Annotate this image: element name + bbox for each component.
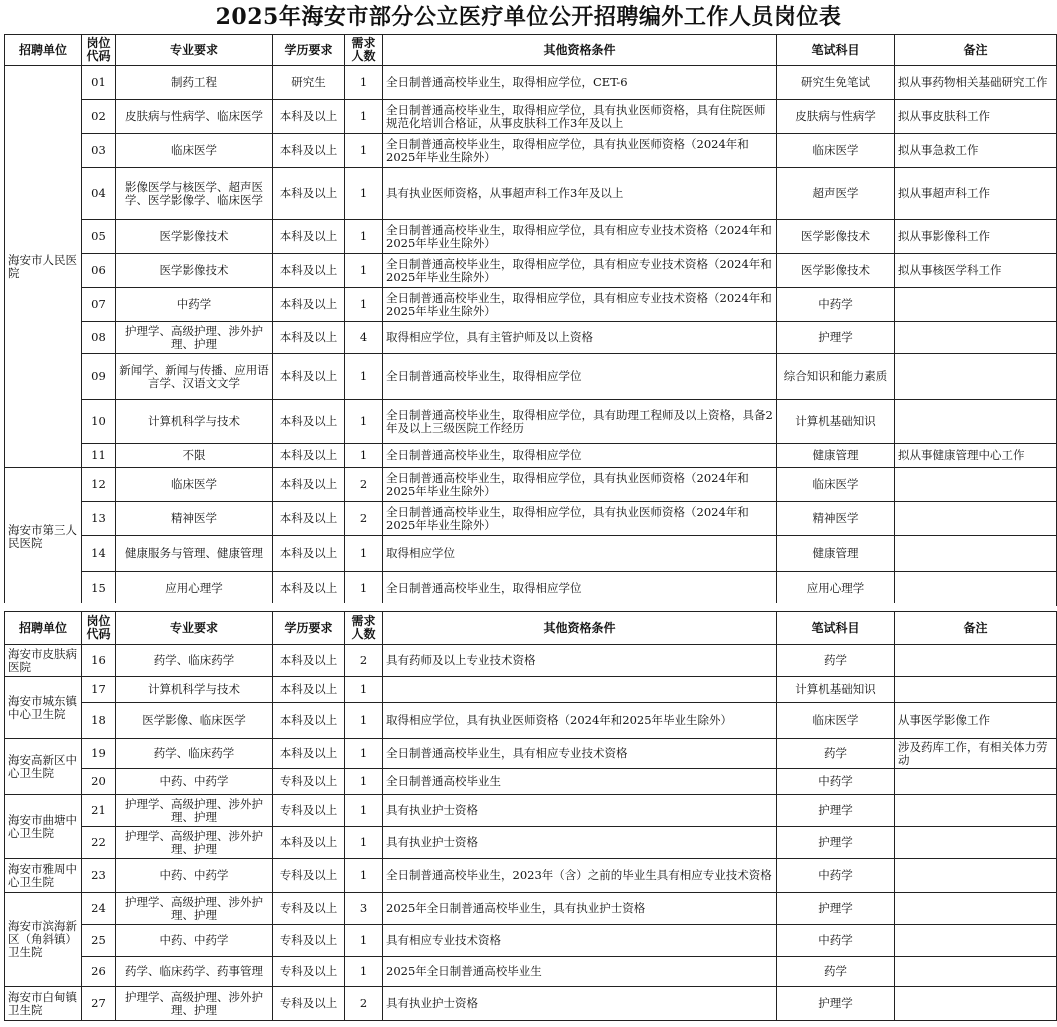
- table-body-2: [5, 645, 1057, 1021]
- table-row: [5, 925, 1057, 957]
- headcount-cell: 4: [345, 322, 383, 354]
- table-row: [5, 572, 1057, 606]
- major-requirement-cell: 护理学、高级护理、涉外护理、护理: [116, 827, 273, 859]
- table-row: [5, 536, 1057, 572]
- major-requirement-cell: 临床医学: [116, 134, 273, 168]
- table-row: [5, 100, 1057, 134]
- table-row: [5, 354, 1057, 400]
- table-row: [5, 739, 1057, 769]
- major-requirement-cell: 制药工程: [116, 66, 273, 100]
- exam-subject-cell: 临床医学: [777, 134, 895, 168]
- other-qualification-cell: 全日制普通高校毕业生，取得相应学位，具有执业医师资格（2024年和2025年毕业生除外）: [383, 468, 777, 502]
- remark-cell: [895, 572, 1057, 606]
- other-qualification-cell: 取得相应学位: [383, 536, 777, 572]
- other-qualification-cell: 具有药师及以上专业技术资格: [383, 645, 777, 677]
- headcount-cell: 2: [345, 468, 383, 502]
- remark-cell: 拟从事急救工作: [895, 134, 1057, 168]
- exam-subject-cell: 护理学: [777, 322, 895, 354]
- table-row: [5, 254, 1057, 288]
- remark-cell: 拟从事皮肤科工作: [895, 100, 1057, 134]
- other-qualification-cell: 全日制普通高校毕业生: [383, 769, 777, 795]
- position-code-cell: 04: [82, 168, 116, 220]
- education-requirement-cell: 专科及以上: [273, 769, 345, 795]
- header-code: 岗位代码: [82, 612, 116, 645]
- major-requirement-cell: 计算机科学与技术: [116, 400, 273, 444]
- table-row: [5, 987, 1057, 1021]
- remark-cell: [895, 795, 1057, 827]
- table-row: [5, 168, 1057, 220]
- exam-subject-cell: 护理学: [777, 827, 895, 859]
- remark-cell: [895, 645, 1057, 677]
- exam-subject-cell: 药学: [777, 739, 895, 769]
- remark-cell: 拟从事超声科工作: [895, 168, 1057, 220]
- position-code-cell: 18: [82, 703, 116, 739]
- remark-cell: [895, 893, 1057, 925]
- table-row: [5, 468, 1057, 502]
- remark-cell: [895, 288, 1057, 322]
- exam-subject-cell: 综合知识和能力素质: [777, 354, 895, 400]
- table-row: [5, 220, 1057, 254]
- education-requirement-cell: 本科及以上: [273, 739, 345, 769]
- table-row: [5, 288, 1057, 322]
- education-requirement-cell: 本科及以上: [273, 444, 345, 468]
- education-requirement-cell: 本科及以上: [273, 703, 345, 739]
- other-qualification-cell: 具有执业护士资格: [383, 987, 777, 1021]
- position-code-cell: 02: [82, 100, 116, 134]
- header-exam: 笔试科目: [777, 35, 895, 66]
- table-row: [5, 703, 1057, 739]
- other-qualification-cell: 全日制普通高校毕业生，取得相应学位: [383, 444, 777, 468]
- position-code-cell: 12: [82, 468, 116, 502]
- position-code-cell: 07: [82, 288, 116, 322]
- major-requirement-cell: 应用心理学: [116, 572, 273, 606]
- major-requirement-cell: 药学、临床药学: [116, 739, 273, 769]
- major-requirement-cell: 精神医学: [116, 502, 273, 536]
- remark-cell: 拟从事药物相关基础研究工作: [895, 66, 1057, 100]
- exam-subject-cell: 临床医学: [777, 703, 895, 739]
- major-requirement-cell: 医学影像技术: [116, 254, 273, 288]
- remark-cell: [895, 957, 1057, 987]
- education-requirement-cell: 本科及以上: [273, 502, 345, 536]
- position-code-cell: 27: [82, 987, 116, 1021]
- header-edu: 学历要求: [273, 35, 345, 66]
- headcount-cell: 1: [345, 572, 383, 606]
- remark-cell: [895, 536, 1057, 572]
- major-requirement-cell: 护理学、高级护理、涉外护理、护理: [116, 322, 273, 354]
- headcount-cell: 1: [345, 100, 383, 134]
- remark-cell: 涉及药库工作，有相关体力劳动: [895, 739, 1057, 769]
- major-requirement-cell: 临床医学: [116, 468, 273, 502]
- headcount-cell: 1: [345, 769, 383, 795]
- other-qualification-cell: [383, 677, 777, 703]
- other-qualification-cell: 2025年全日制普通高校毕业生: [383, 957, 777, 987]
- exam-subject-cell: 药学: [777, 645, 895, 677]
- education-requirement-cell: 本科及以上: [273, 468, 345, 502]
- other-qualification-cell: 取得相应学位，具有执业医师资格（2024年和2025年毕业生除外）: [383, 703, 777, 739]
- position-code-cell: 10: [82, 400, 116, 444]
- position-code-cell: 11: [82, 444, 116, 468]
- table-row: [5, 677, 1057, 703]
- position-code-cell: 16: [82, 645, 116, 677]
- hiring-unit-cell: 海安市曲塘中心卫生院: [5, 795, 82, 859]
- position-code-cell: 08: [82, 322, 116, 354]
- table-row: [5, 957, 1057, 987]
- education-requirement-cell: 研究生: [273, 66, 345, 100]
- hiring-unit-cell: 海安市第三人民医院: [5, 468, 82, 606]
- headcount-cell: 1: [345, 400, 383, 444]
- positions-table-part-1: [4, 34, 1057, 606]
- header-note: 备注: [895, 612, 1057, 645]
- exam-subject-cell: 计算机基础知识: [777, 677, 895, 703]
- exam-subject-cell: 护理学: [777, 795, 895, 827]
- headcount-cell: 1: [345, 739, 383, 769]
- education-requirement-cell: 本科及以上: [273, 645, 345, 677]
- table-row: [5, 502, 1057, 536]
- education-requirement-cell: 本科及以上: [273, 322, 345, 354]
- other-qualification-cell: 全日制普通高校毕业生，取得相应学位，具有相应专业技术资格（2024年和2025年毕业生除外）: [383, 220, 777, 254]
- remark-cell: [895, 502, 1057, 536]
- remark-cell: [895, 677, 1057, 703]
- major-requirement-cell: 护理学、高级护理、涉外护理、护理: [116, 795, 273, 827]
- table-header-row: [5, 612, 1057, 645]
- position-code-cell: 19: [82, 739, 116, 769]
- positions-table-part-2: [4, 611, 1057, 1021]
- header-major: 专业要求: [116, 612, 273, 645]
- exam-subject-cell: 皮肤病与性病学: [777, 100, 895, 134]
- headcount-cell: 1: [345, 795, 383, 827]
- other-qualification-cell: 全日制普通高校毕业生，取得相应学位，具有相应专业技术资格（2024年和2025年毕业生除外）: [383, 254, 777, 288]
- position-code-cell: 23: [82, 859, 116, 893]
- header-unit: 招聘单位: [5, 612, 82, 645]
- table-row: [5, 444, 1057, 468]
- headcount-cell: 1: [345, 827, 383, 859]
- headcount-cell: 1: [345, 703, 383, 739]
- hiring-unit-cell: 海安市皮肤病医院: [5, 645, 82, 677]
- education-requirement-cell: 专科及以上: [273, 957, 345, 987]
- exam-subject-cell: 超声医学: [777, 168, 895, 220]
- exam-subject-cell: 药学: [777, 957, 895, 987]
- education-requirement-cell: 本科及以上: [273, 827, 345, 859]
- other-qualification-cell: 全日制普通高校毕业生，2023年（含）之前的毕业生具有相应专业技术资格: [383, 859, 777, 893]
- education-requirement-cell: 专科及以上: [273, 859, 345, 893]
- other-qualification-cell: 全日制普通高校毕业生，取得相应学位，具有执业医师资格（2024年和2025年毕业生除外）: [383, 502, 777, 536]
- position-code-cell: 21: [82, 795, 116, 827]
- position-code-cell: 13: [82, 502, 116, 536]
- major-requirement-cell: 中药、中药学: [116, 769, 273, 795]
- major-requirement-cell: 护理学、高级护理、涉外护理、护理: [116, 893, 273, 925]
- major-requirement-cell: 药学、临床药学、药事管理: [116, 957, 273, 987]
- other-qualification-cell: 具有执业护士资格: [383, 795, 777, 827]
- headcount-cell: 1: [345, 288, 383, 322]
- header-major: 专业要求: [116, 35, 273, 66]
- education-requirement-cell: 本科及以上: [273, 254, 345, 288]
- headcount-cell: 1: [345, 220, 383, 254]
- major-requirement-cell: 健康服务与管理、健康管理: [116, 536, 273, 572]
- header-code: 岗位代码: [82, 35, 116, 66]
- header-unit: 招聘单位: [5, 35, 82, 66]
- position-code-cell: 09: [82, 354, 116, 400]
- headcount-cell: 2: [345, 645, 383, 677]
- other-qualification-cell: 具有执业医师资格，从事超声科工作3年及以上: [383, 168, 777, 220]
- headcount-cell: 3: [345, 893, 383, 925]
- headcount-cell: 1: [345, 925, 383, 957]
- hiring-unit-cell: 海安市雅周中心卫生院: [5, 859, 82, 893]
- position-code-cell: 22: [82, 827, 116, 859]
- exam-subject-cell: 精神医学: [777, 502, 895, 536]
- headcount-cell: 1: [345, 859, 383, 893]
- major-requirement-cell: 影像医学与核医学、超声医学、医学影像学、临床医学: [116, 168, 273, 220]
- position-code-cell: 14: [82, 536, 116, 572]
- exam-subject-cell: 中药学: [777, 288, 895, 322]
- table-row: [5, 795, 1057, 827]
- headcount-cell: 1: [345, 354, 383, 400]
- remark-cell: 拟从事影像科工作: [895, 220, 1057, 254]
- education-requirement-cell: 本科及以上: [273, 572, 345, 606]
- position-code-cell: 06: [82, 254, 116, 288]
- position-code-cell: 20: [82, 769, 116, 795]
- headcount-cell: 2: [345, 502, 383, 536]
- other-qualification-cell: 全日制普通高校毕业生，取得相应学位: [383, 572, 777, 606]
- remark-cell: [895, 354, 1057, 400]
- remark-cell: 拟从事健康管理中心工作: [895, 444, 1057, 468]
- hiring-unit-cell: 海安市城东镇中心卫生院: [5, 677, 82, 739]
- remark-cell: 拟从事核医学科工作: [895, 254, 1057, 288]
- exam-subject-cell: 中药学: [777, 769, 895, 795]
- exam-subject-cell: 健康管理: [777, 536, 895, 572]
- other-qualification-cell: 全日制普通高校毕业生，具有相应专业技术资格: [383, 739, 777, 769]
- position-code-cell: 03: [82, 134, 116, 168]
- education-requirement-cell: 本科及以上: [273, 536, 345, 572]
- other-qualification-cell: 全日制普通高校毕业生，取得相应学位，具有助理工程师及以上资格，具备2年及以上三级医院工作经历: [383, 400, 777, 444]
- headcount-cell: 1: [345, 254, 383, 288]
- major-requirement-cell: 医学影像技术: [116, 220, 273, 254]
- hiring-unit-cell: 海安市白甸镇卫生院: [5, 987, 82, 1021]
- other-qualification-cell: 具有执业护士资格: [383, 827, 777, 859]
- headcount-cell: 1: [345, 134, 383, 168]
- major-requirement-cell: 皮肤病与性病学、临床医学: [116, 100, 273, 134]
- hiring-unit-cell: 海安市滨海新区（角斜镇）卫生院: [5, 893, 82, 987]
- position-code-cell: 01: [82, 66, 116, 100]
- major-requirement-cell: 中药、中药学: [116, 859, 273, 893]
- exam-subject-cell: 护理学: [777, 987, 895, 1021]
- header-exam: 笔试科目: [777, 612, 895, 645]
- hiring-unit-cell: 海安市人民医院: [5, 66, 82, 468]
- remark-cell: [895, 769, 1057, 795]
- education-requirement-cell: 本科及以上: [273, 168, 345, 220]
- table-row: [5, 66, 1057, 100]
- remark-cell: [895, 925, 1057, 957]
- major-requirement-cell: 新闻学、新闻与传播、应用语言学、汉语文文学: [116, 354, 273, 400]
- table-row: [5, 769, 1057, 795]
- other-qualification-cell: 全日制普通高校毕业生，取得相应学位，CET-6: [383, 66, 777, 100]
- education-requirement-cell: 本科及以上: [273, 100, 345, 134]
- remark-cell: [895, 468, 1057, 502]
- exam-subject-cell: 医学影像技术: [777, 254, 895, 288]
- other-qualification-cell: 具有相应专业技术资格: [383, 925, 777, 957]
- remark-cell: 从事医学影像工作: [895, 703, 1057, 739]
- position-code-cell: 17: [82, 677, 116, 703]
- other-qualification-cell: 取得相应学位，具有主管护师及以上资格: [383, 322, 777, 354]
- headcount-cell: 2: [345, 987, 383, 1021]
- exam-subject-cell: 研究生免笔试: [777, 66, 895, 100]
- education-requirement-cell: 本科及以上: [273, 400, 345, 444]
- headcount-cell: 1: [345, 957, 383, 987]
- exam-subject-cell: 计算机基础知识: [777, 400, 895, 444]
- major-requirement-cell: 中药学: [116, 288, 273, 322]
- other-qualification-cell: 全日制普通高校毕业生，取得相应学位: [383, 354, 777, 400]
- education-requirement-cell: 本科及以上: [273, 220, 345, 254]
- exam-subject-cell: 健康管理: [777, 444, 895, 468]
- other-qualification-cell: 全日制普通高校毕业生，取得相应学位，具有执业医师资格，具有住院医师规范化培训合格证，从事皮肤科工作3年及以上: [383, 100, 777, 134]
- position-code-cell: 26: [82, 957, 116, 987]
- education-requirement-cell: 专科及以上: [273, 987, 345, 1021]
- education-requirement-cell: 本科及以上: [273, 354, 345, 400]
- table-row: [5, 400, 1057, 444]
- education-requirement-cell: 专科及以上: [273, 893, 345, 925]
- headcount-cell: 1: [345, 536, 383, 572]
- header-cond: 其他资格条件: [383, 35, 777, 66]
- headcount-cell: 1: [345, 444, 383, 468]
- section-gap: [4, 603, 1056, 611]
- exam-subject-cell: 医学影像技术: [777, 220, 895, 254]
- remark-cell: [895, 322, 1057, 354]
- major-requirement-cell: 不限: [116, 444, 273, 468]
- table-row: [5, 859, 1057, 893]
- header-cond: 其他资格条件: [383, 612, 777, 645]
- other-qualification-cell: 全日制普通高校毕业生，取得相应学位，具有相应专业技术资格（2024年和2025年毕业生除外）: [383, 288, 777, 322]
- position-code-cell: 24: [82, 893, 116, 925]
- hiring-unit-cell: 海安高新区中心卫生院: [5, 739, 82, 795]
- education-requirement-cell: 本科及以上: [273, 677, 345, 703]
- header-edu: 学历要求: [273, 612, 345, 645]
- table-row: [5, 827, 1057, 859]
- exam-subject-cell: 中药学: [777, 925, 895, 957]
- header-note: 备注: [895, 35, 1057, 66]
- major-requirement-cell: 计算机科学与技术: [116, 677, 273, 703]
- table-row: [5, 645, 1057, 677]
- headcount-cell: 1: [345, 66, 383, 100]
- major-requirement-cell: 中药、中药学: [116, 925, 273, 957]
- other-qualification-cell: 2025年全日制普通高校毕业生，具有执业护士资格: [383, 893, 777, 925]
- remark-cell: [895, 400, 1057, 444]
- exam-subject-cell: 临床医学: [777, 468, 895, 502]
- exam-subject-cell: 应用心理学: [777, 572, 895, 606]
- remark-cell: [895, 859, 1057, 893]
- education-requirement-cell: 本科及以上: [273, 288, 345, 322]
- headcount-cell: 1: [345, 168, 383, 220]
- education-requirement-cell: 专科及以上: [273, 925, 345, 957]
- remark-cell: [895, 987, 1057, 1021]
- major-requirement-cell: 护理学、高级护理、涉外护理、护理: [116, 987, 273, 1021]
- table-body-1: [5, 66, 1057, 606]
- education-requirement-cell: 专科及以上: [273, 795, 345, 827]
- header-num: 需求人数: [345, 612, 383, 645]
- table-row: [5, 134, 1057, 168]
- position-code-cell: 15: [82, 572, 116, 606]
- position-code-cell: 05: [82, 220, 116, 254]
- table-row: [5, 893, 1057, 925]
- exam-subject-cell: 中药学: [777, 859, 895, 893]
- other-qualification-cell: 全日制普通高校毕业生，取得相应学位，具有执业医师资格（2024年和2025年毕业生除外）: [383, 134, 777, 168]
- table-header-row: [5, 35, 1057, 66]
- exam-subject-cell: 护理学: [777, 893, 895, 925]
- position-code-cell: 25: [82, 925, 116, 957]
- page-title: 2025年海安市部分公立医疗单位公开招聘编外工作人员岗位表: [215, 4, 842, 30]
- remark-cell: [895, 827, 1057, 859]
- table-row: [5, 322, 1057, 354]
- header-num: 需求人数: [345, 35, 383, 66]
- major-requirement-cell: 医学影像、临床医学: [116, 703, 273, 739]
- education-requirement-cell: 本科及以上: [273, 134, 345, 168]
- headcount-cell: 1: [345, 677, 383, 703]
- major-requirement-cell: 药学、临床药学: [116, 645, 273, 677]
